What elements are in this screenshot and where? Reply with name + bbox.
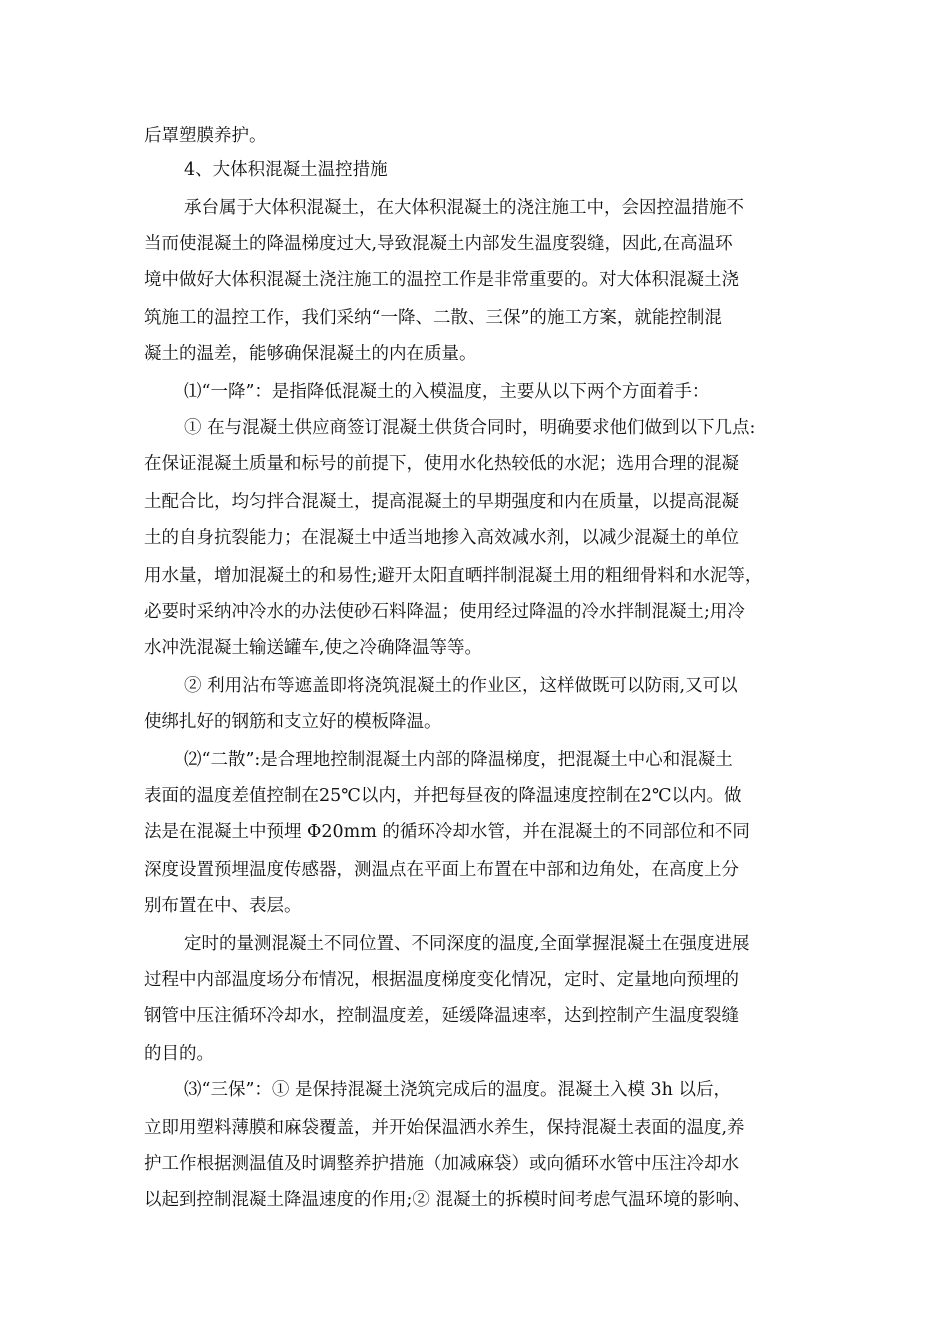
section-heading: 4、大体积混凝土温控措施 [184, 160, 388, 180]
text-line: ① 在与混凝土供应商签订混凝土供货合同时，明确要求他们做到以下几点: [184, 418, 756, 438]
text-line: 必要时采纳冲冷水的办法使砂石料降温；使用经过降温的冷水拌制混凝土;用冷 [144, 602, 745, 622]
text-line: 别布置在中、表层。 [144, 896, 302, 916]
text-line: 立即用塑料薄膜和麻袋覆盖，并开始保温洒水养生，保持混凝土表面的温度,养 [144, 1118, 745, 1138]
text-line: 凝土的温差，能够确保混凝土的内在质量。 [144, 344, 477, 364]
text-line: ⑴“一降”：是指降低混凝土的入模温度，主要从以下两个方面着手： [184, 382, 710, 402]
text-line: 定时的量测混凝土不同位置、不同深度的温度,全面掌握混凝土在强度进展 [184, 934, 750, 954]
text-line: 土的自身抗裂能力；在混凝土中适当地掺入高效减水剂，以减少混凝土的单位 [144, 528, 739, 548]
text-line: 在保证混凝土质量和标号的前提下，使用水化热较低的水泥；选用合理的混凝 [144, 454, 739, 474]
text-line: 的目的。 [144, 1044, 214, 1064]
text-line: 表面的温度差值控制在25℃以内，并把每昼夜的降温速度控制在2℃以内。做 [144, 786, 742, 806]
text-line: ⑶“三保”：① 是保持混凝土浇筑完成后的温度。混凝土入模 3h 以后， [184, 1080, 731, 1100]
text-line: 钢管中压注循环冷却水，控制温度差，延缓降温速率，达到控制产生温度裂缝 [144, 1006, 739, 1026]
text-line: 使绑扎好的钢筋和支立好的模板降温。 [144, 712, 442, 732]
text-line: 以起到控制混凝土降温速度的作用;② 混凝土的拆模时间考虑气温环境的影响、 [144, 1190, 751, 1210]
text-line: 境中做好大体积混凝土浇注施工的温控工作是非常重要的。对大体积混凝土浇 [144, 270, 739, 290]
text-line: 用水量，增加混凝土的和易性;避开太阳直晒拌制混凝土用的粗细骨料和水泥等， [144, 566, 763, 586]
text-line: 当而使混凝土的降温梯度过大,导致混凝土内部发生温度裂缝，因此,在高温环 [144, 234, 733, 254]
text-line: 土配合比，均匀拌合混凝土，提高混凝土的早期强度和内在质量，以提高混凝 [144, 492, 739, 512]
text-line: ② 利用沾布等遮盖即将浇筑混凝土的作业区，这样做既可以防雨,又可以 [184, 676, 738, 696]
text-line: 筑施工的温控工作，我们采纳“一降、二散、三保”的施工方案，就能控制混 [144, 308, 722, 328]
text-line: 后罩塑膜养护。 [144, 126, 267, 146]
text-line: ⑵“二散”:是合理地控制混凝土内部的降温梯度，把混凝土中心和混凝土 [184, 750, 733, 770]
text-line: 法是在混凝土中预埋 Φ20mm 的循环冷却水管，并在混凝土的不同部位和不同 [144, 822, 750, 842]
text-line: 水冲洗混凝土输送罐车,使之冷确降温等等。 [144, 638, 483, 658]
text-line: 过程中内部温度场分布情况，根据温度梯度变化情况，定时、定量地向预埋的 [144, 970, 739, 990]
text-line: 深度设置预埋温度传感器，测温点在平面上布置在中部和边角处，在高度上分 [144, 860, 739, 880]
text-line: 承台属于大体积混凝土，在大体积混凝土的浇注施工中，会因控温措施不 [184, 198, 744, 218]
text-line: 护工作根据测温值及时调整养护措施（加减麻袋）或向循环水管中压注冷却水 [144, 1154, 739, 1174]
